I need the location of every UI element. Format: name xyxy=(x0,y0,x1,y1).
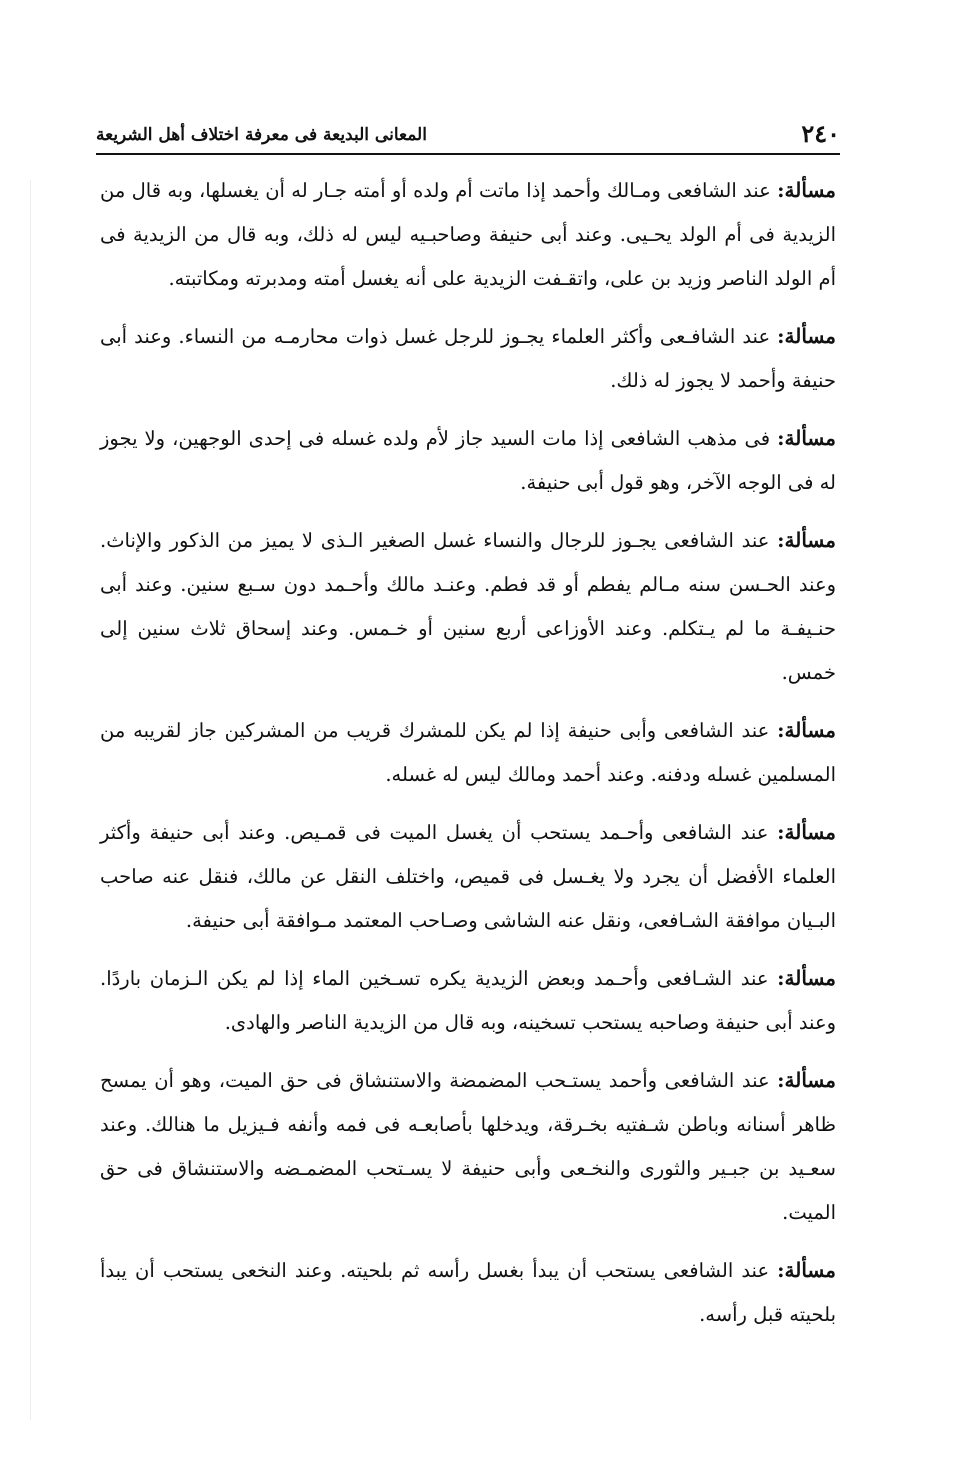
issue-label: مسألة: xyxy=(777,1068,836,1092)
header-rule xyxy=(96,153,840,155)
issue-paragraph xyxy=(100,810,836,943)
issue-label: مسألة: xyxy=(777,426,836,450)
issue-label: مسألة: xyxy=(777,528,836,552)
page-crease xyxy=(30,180,31,1420)
issue-text: عند الشافعى يجـوز للرجال والنساء غسل الصغير الـذى لا يميز من الذكور والإناث. وعند الحـسن سنه مـالم يفطم أو قد فطم. وعنـد مالك وأحـمد دون سـبع سنين. وعند أبى حنـيفـة ما لم يـتكلم. وعند الأوزاعى أربع سنين أو خـمس. وعند إسحاق ثلاث سنين إلى خمس. xyxy=(100,529,836,684)
issue-text: عند الشافعى يستحب أن يبدأ بغسل رأسه ثم بلحيته. وعند النخعى يستحب أن يبدأ بلحيته قبل رأسه. xyxy=(100,1259,836,1326)
issue-label: مسألة: xyxy=(777,966,837,990)
issue-paragraph xyxy=(100,956,836,1045)
issue-text: عند الشافعى وأحمد يستـحب المضمضة والاستنشاق فى حق الميت، وهو أن يمسح ظاهر أسنانه وباطن شـفتيه بخـرقة، ويدخلها بأصابعـه فى فمه وأنفه فـيزيل ما هنالك. وعند سعـيد بن جبـير والثورى والنخـعى وأبى حنيفة لا يسـتحب المضمـضه والاستنشاق فى حق الميت. xyxy=(100,1069,836,1224)
running-title: المعانى البديعة فى معرفة اختلاف أهل الشريعة xyxy=(96,125,427,145)
issue-text: عند الشافعى ومـالك وأحمد إذا ماتت أم ولده أو أمته جـار له أن يغسلها، وبه قال من الزيدية فى أم الولد يحـيى. وعند أبى حنيفة وصاحبـيه ليس له ذلك، وبه قال من الزيدية فى أم الولد الناصر وزيد بن على، واتقـفت الزيدية على أنه يغسل أمته ومدبرته ومكاتبته. xyxy=(100,179,836,290)
body-text xyxy=(100,168,836,1350)
issue-text: عند الشـافعى وأحـمد وبعض الزيدية يكره تسـخين الماء إذا لم يكن الـزمان باردًا. وعند أبى حنيفة وصاحبه يستحب تسخينه، وبه قال من الزيدية الناصر والهادى. xyxy=(100,967,836,1034)
issue-paragraph xyxy=(100,1058,836,1235)
issue-text: عند الشافعى وأحـمد يستحب أن يغسل الميت فى قمـيص. وعند أبى حنيفة وأكثر العلماء الأفضل أن يجرد ولا يغـسل فى قميص، واختلف النقل عن مالك، فنقل عنه صاحب البـيان موافقة الشـافعى، ونقل عنه الشاشى وصـاحب المعتمد مـوافقة أبى حنيفة. xyxy=(100,821,836,932)
issue-paragraph xyxy=(100,314,836,403)
issue-label: مسألة: xyxy=(777,820,836,844)
issue-text: فى مذهب الشافعى إذا مات السيد جاز لأم ولده غسله فى إحدى الوجهين، ولا يجوز له فى الوجه الآخر، وهو قول أبى حنيفة. xyxy=(100,427,836,494)
issue-paragraph xyxy=(100,518,836,695)
issue-label: مسألة: xyxy=(777,178,837,202)
issue-paragraph xyxy=(100,168,836,301)
issue-paragraph xyxy=(100,1248,836,1337)
issue-text: عند الشافعى وأبى حنيفة إذا لم يكن للمشرك قريب من المشركين جاز لقريبه من المسلمين غسله ودفنه. وعند أحمد ومالك ليس له غسله. xyxy=(100,719,836,786)
page-header xyxy=(96,118,840,152)
issue-text: عند الشافـعى وأكثر العلماء يجـوز للرجل غسل ذوات محارمـه من النساء. وعند أبى حنيفة وأحمد لا يجوز له ذلك. xyxy=(100,325,836,392)
issue-paragraph xyxy=(100,708,836,797)
issue-paragraph xyxy=(100,416,836,505)
issue-label: مسألة: xyxy=(777,718,837,742)
page-number: ٢٤٠ xyxy=(801,119,840,148)
issue-label: مسألة: xyxy=(777,1258,836,1282)
issue-label: مسألة: xyxy=(777,324,837,348)
